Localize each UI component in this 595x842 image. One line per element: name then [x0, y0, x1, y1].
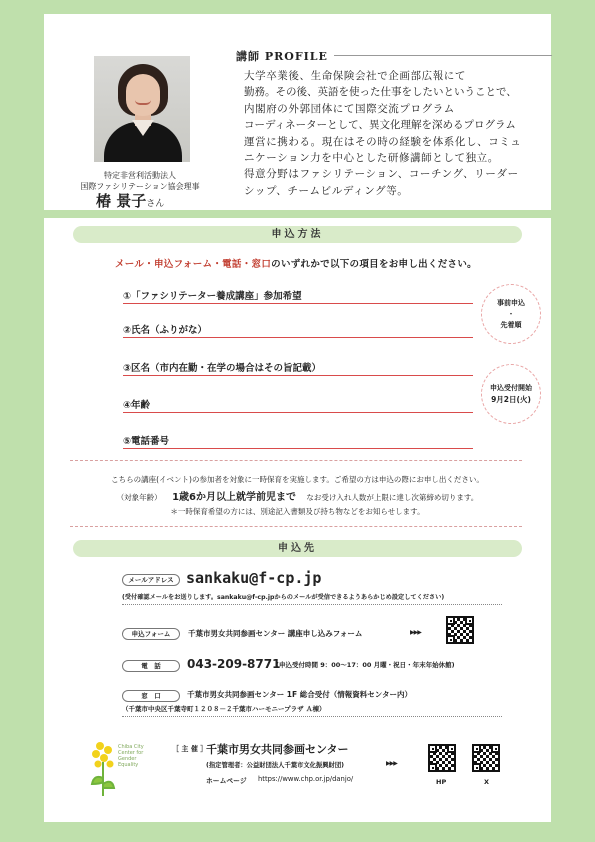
bio-line: 勤務。その後、英語を使った仕事をしたいということで、	[244, 86, 517, 99]
badge1-line: 事前申込	[497, 298, 525, 307]
organizer-manager: (指定管理者：公益財団法人千葉市文化振興財団)	[206, 762, 344, 769]
email-note: (受付確認メールをお送りします。sankaku@f-cp.jpからのメールが受信できるようあらかじめ設定してください)	[122, 594, 445, 601]
window-location: 千葉市男女共同参画センター 1F 総合受付（情報資料センター内）	[187, 690, 412, 699]
divider-top	[70, 460, 522, 461]
organizer-name: 千葉市男女共同参画センター	[206, 743, 349, 756]
window-tag: 窓 口	[122, 690, 180, 702]
affiliation-line2: 国際ファシリテーション協会理事	[80, 182, 200, 191]
bio-line: 運営に携わる。現在はその時の経験を体系化し、コミュ	[244, 135, 522, 148]
rapeseed-flower-logo-icon	[88, 738, 120, 798]
logo-text-line: Center for	[118, 750, 144, 756]
profile-heading: 講師 PROFILE	[236, 50, 328, 63]
hp-qr-code-icon[interactable]	[428, 744, 456, 772]
window-address: （千葉市中央区千葉寺町１２０８－２千葉市ハーモニープラザ Ａ棟）	[122, 705, 326, 713]
organizer-label: ［ 主 催 ］	[172, 745, 208, 753]
address-dotted-rule	[122, 716, 502, 717]
phone-tag: 電 話	[122, 660, 180, 672]
childcare-age-label: （対象年齢）	[116, 493, 162, 502]
contact-heading: 申込先	[73, 540, 522, 557]
phone-hours: (申込受付時間 9：00～17：00 月曜・祝日・年末年始休館)	[276, 661, 455, 669]
badge2-line: 申込受付開始	[490, 384, 532, 392]
childcare-age-row	[44, 488, 551, 503]
field-name: ②氏名（ふりがな）	[123, 322, 473, 338]
form-qr-code-icon[interactable]	[446, 616, 474, 644]
email-dotted-rule	[122, 604, 502, 605]
logo-text-line: Chiba City	[118, 744, 144, 750]
childcare-line1: こちらの講座(イベント)の参加者を対象に一時保育を実施します。ご希望の方は申込の際にお申し出ください。	[111, 475, 484, 484]
lecturer-name	[96, 190, 164, 211]
intro-rest: のいずれかで以下の項目をお申し出ください。	[271, 259, 477, 270]
homepage-arrow-icon: ▶▶▶	[386, 760, 397, 767]
profile-bio	[244, 68, 532, 199]
bio-line: ニケーション力を中心とした研修講師として独立。	[244, 152, 499, 165]
bio-line: 大学卒業後、生命保険会社で企画部広報にて	[244, 70, 466, 82]
main-panel	[44, 218, 551, 822]
x-qr-label: X	[484, 778, 490, 786]
childcare-age-note: なお受け入れ人数が上限に達し次第締め切ります。	[306, 493, 479, 502]
bio-line: 得意分野はファシリテーション、コーチング、リーダー	[244, 168, 519, 181]
phone-number[interactable]: 043-209-8771	[187, 657, 281, 671]
logo-text-line: Equality	[118, 762, 139, 768]
badge-start-date	[481, 364, 541, 424]
badge-first-come	[481, 284, 541, 344]
badge2-line: 9月2日(火)	[491, 395, 531, 404]
lecturer-name-text: 椿 景子	[96, 192, 147, 210]
affiliation-line1: 特定非営利活動法人	[104, 171, 176, 180]
form-tag: 申込フォーム	[122, 628, 180, 640]
homepage-url[interactable]: https://www.chp.or.jp/danjo/	[258, 775, 354, 783]
field-participation: ①「ファシリテーター養成講座」参加希望	[123, 288, 473, 304]
childcare-line3: ＊一時保育希望の方には、別途記入書類及び持ち物などをお知らせします。	[170, 507, 425, 516]
logo-text	[118, 744, 144, 768]
badge1-line: ・	[507, 309, 515, 318]
field-age: ④年齢	[123, 397, 473, 413]
field-phone: ⑤電話番号	[123, 433, 473, 449]
logo-text-line: Gender	[118, 756, 137, 762]
form-arrow-icon: ▶▶▶	[410, 629, 421, 636]
field-ward: ③区名（市内在勤・在学の場合はその旨記載）	[123, 360, 473, 376]
lecturer-photo	[94, 56, 190, 162]
application-intro	[115, 256, 477, 270]
intro-methods: メール・申込フォーム・電話・窓口	[115, 259, 272, 270]
email-address[interactable]: sankaku@f-cp.jp	[186, 569, 322, 587]
application-heading: 申込方法	[73, 226, 522, 243]
badge1-line: 先着順	[500, 320, 522, 329]
profile-rule	[334, 55, 552, 56]
childcare-age-value: 1歳6か月以上就学前児まで	[172, 492, 296, 503]
homepage-label: ホームページ	[206, 777, 247, 785]
divider-bottom	[70, 526, 522, 527]
lecturer-name-suffix: さん	[146, 199, 165, 209]
x-qr-code-icon[interactable]	[472, 744, 500, 772]
hp-qr-label: HP	[436, 778, 447, 786]
email-tag: メールアドレス	[122, 574, 180, 586]
bio-line: シップ、チームビルディング等。	[244, 184, 409, 197]
bio-line: 内閣府の外郭団体にて国際交流プログラム	[244, 102, 455, 115]
form-link[interactable]: 千葉市男女共同参画センター 講座申し込みフォーム	[188, 629, 363, 638]
bio-line: コーディネーターとして、異文化理解を深めるプログラム	[244, 119, 516, 132]
